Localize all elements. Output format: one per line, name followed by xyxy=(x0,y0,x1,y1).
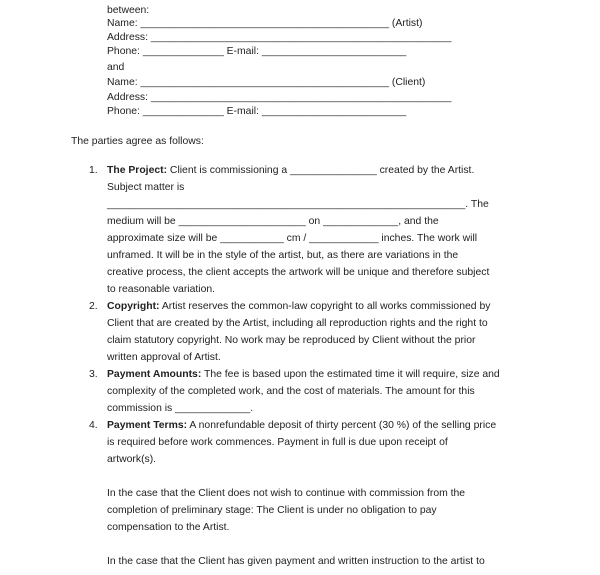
client-address-label: Address: xyxy=(107,92,149,103)
client-name-blank: ___________________________________________ xyxy=(140,77,389,88)
clause-heading: Payment Amounts: xyxy=(107,369,202,380)
clause-payment-terms xyxy=(107,417,496,468)
clause-number: 3. xyxy=(89,369,98,380)
client-phone-label: Phone: xyxy=(107,106,140,117)
clause-text: Subject matter is xyxy=(107,182,185,193)
clause-text: medium will be ______________________ on _____________, and the xyxy=(107,216,439,227)
clause-text: compensation to the Artist. xyxy=(107,522,230,533)
clause-text: written approval of Artist. xyxy=(107,352,221,363)
clause-text: creative process, the client accepts the artwork will be unique and therefore subject xyxy=(107,267,490,278)
client-tag: (Client) xyxy=(391,77,426,88)
client-name-row xyxy=(107,76,425,89)
clause-text: Artist reserves the common-law copyright to all works commissioned by xyxy=(159,301,491,312)
clause-text: The fee is based upon the estimated time it will require, size and xyxy=(201,369,500,380)
clause-heading: Copyright: xyxy=(107,301,160,312)
clause-project xyxy=(107,162,489,298)
clause-text: complexity of the completed work, and the cost of materials. The amount for this xyxy=(107,386,475,397)
clause-text: commission is _____________. xyxy=(107,403,254,414)
artist-name-row xyxy=(107,17,422,30)
intro-text: The parties agree as follows: xyxy=(71,136,204,147)
clause-text: is required before work commences. Payment in full is due upon receipt of xyxy=(107,437,448,448)
client-phone-blank: ______________ xyxy=(142,106,224,117)
artist-name-label: Name: xyxy=(107,18,138,29)
client-email-label: E-mail: xyxy=(226,106,259,117)
artist-address-label: Address: xyxy=(107,32,149,43)
artist-phone-blank: ______________ xyxy=(142,46,224,57)
clause-text: A nonrefundable deposit of thirty percent (30 %) of the selling price xyxy=(187,420,497,431)
clause-text: artwork(s). xyxy=(107,454,157,465)
client-address-row xyxy=(107,91,451,104)
clause-heading: The Project: xyxy=(107,165,168,176)
clause-text: ______________________________________________________________. The xyxy=(107,199,489,210)
and-label: and xyxy=(107,62,125,73)
payment-terms-paragraph-2 xyxy=(107,485,465,536)
between-label: between: xyxy=(107,5,150,16)
clause-text: In the case that the Client has given payment and written instruction to the artist to xyxy=(107,556,485,567)
clause-number: 2. xyxy=(89,301,98,312)
client-address-blank: ____________________________________________________ xyxy=(150,92,452,103)
client-phone-row xyxy=(107,105,406,118)
artist-tag: (Artist) xyxy=(391,18,423,29)
clause-text: completion of preliminary stage: The Client is under no obligation to pay xyxy=(107,505,437,516)
clause-text: Client is commissioning a _______________ created by the Artist. xyxy=(167,165,475,176)
clause-text: claim statutory copyright. No work may be reproduced by Client without the prior xyxy=(107,335,476,346)
clause-heading: Payment Terms: xyxy=(107,420,188,431)
artist-email-label: E-mail: xyxy=(226,46,259,57)
clause-payment-amounts xyxy=(107,366,500,417)
clause-copyright xyxy=(107,298,490,366)
artist-email-blank: _________________________ xyxy=(261,46,407,57)
clause-number: 4. xyxy=(89,420,98,431)
clause-text: unframed. It will be in the style of the artist, but, as there are variations in the xyxy=(107,250,459,261)
clause-text: to reasonable variation. xyxy=(107,284,216,295)
clause-number: 1. xyxy=(89,165,98,176)
clause-text: Client that are created by the Artist, including all reproduction rights and the right to xyxy=(107,318,488,329)
artist-address-row xyxy=(107,31,451,44)
client-name-label: Name: xyxy=(107,77,138,88)
clause-text: approximate size will be ___________ cm / ____________ inches. The work will xyxy=(107,233,478,244)
client-email-blank: _________________________ xyxy=(261,106,407,117)
clause-text: In the case that the Client does not wish to continue with commission from the xyxy=(107,488,466,499)
payment-terms-paragraph-3 xyxy=(107,553,485,570)
artist-address-blank: ____________________________________________________ xyxy=(150,32,452,43)
artist-phone-row xyxy=(107,45,406,58)
artist-name-blank: ___________________________________________ xyxy=(140,18,389,29)
artist-phone-label: Phone: xyxy=(107,46,140,57)
